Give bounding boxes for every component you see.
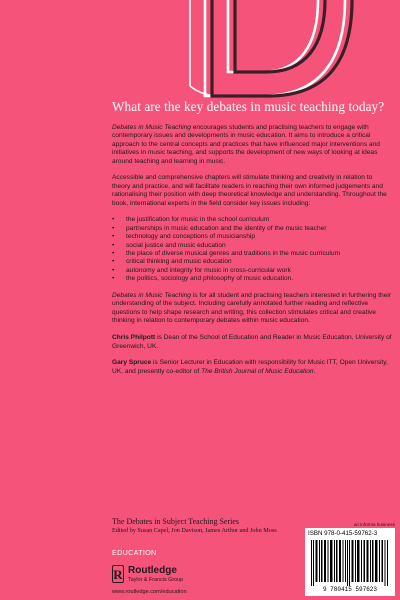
author-spruce-end: .: [313, 367, 316, 375]
author-spruce-name: Gary Spruce: [112, 359, 152, 367]
list-item: • partnerships in music education and the identity of the music teacher: [112, 225, 392, 233]
series-title: The Debates in Subject Teaching Series: [112, 517, 240, 526]
audience-text: is for all student and practising teachers interested in furthering their understanding of the subject. Including carefully annotated further reading and reflective questions to help shape research and writing, this collection stimulates critical and creative thinking in relation to contemporary debates within music education.: [112, 292, 392, 325]
list-item: • the place of diverse musical genres and traditions in the music curriculum: [112, 250, 392, 258]
chapters-paragraph: Accessible and comprehensive chapters will stimulate thinking and creativity in relation to theory and practice, and will facilitate readers in reaching their own informed judgements and rationalising their position with deep theoretical knowledge and understanding. Throughout the book, international experts in the field consider key issues including:: [112, 174, 387, 207]
intro-text: encourages students and practising teachers to engage with contemporary issues and developments in music education. It aims to introduce a critical approach to the central concepts and practices that have influenced major interventions and initiatives in music teaching, and supports the development of new ways of looking at ideas around teaching and learning in music.: [112, 124, 380, 165]
publisher-url: www.routledge.com/education: [112, 589, 187, 595]
isbn-text: ISBN 978-0-415-59762-3: [308, 530, 378, 537]
publisher-group: Taylor & Francis Group: [128, 577, 184, 583]
barcode-number: 9 780415 597623: [322, 586, 377, 593]
list-item: • social justice and music education: [112, 242, 392, 250]
decorative-letter-d: [0, 0, 400, 98]
series-editors: Edited by Susan Capel, Jon Davison, James Arthur and John Moss: [112, 527, 277, 534]
informa-tagline: an informa business: [353, 522, 395, 527]
list-item: • critical thinking and music education: [112, 258, 392, 266]
headline-question: What are the key debates in music teaching today?: [112, 99, 385, 114]
barcode-panel: [305, 528, 395, 596]
barcode-icon: [311, 540, 389, 586]
author-spruce-paragraph: [112, 359, 392, 376]
publisher-name: Routledge: [128, 565, 177, 576]
audience-paragraph: [112, 292, 392, 326]
list-item: • autonomy and integrity for music in cross-curricular work: [112, 267, 392, 275]
journal-title: The British Journal of Music Education: [201, 367, 314, 375]
author-philpott-bio: is Dean of the School of Education and Reader in Music Education, University of Greenwich, UK.: [112, 334, 392, 350]
author-philpott-paragraph: [112, 334, 392, 351]
description-body: [112, 124, 392, 385]
key-issues-list: [112, 216, 392, 283]
list-item: • technology and conceptions of musicianship: [112, 233, 392, 241]
audience-book-title: Debates in Music Teaching: [112, 292, 191, 300]
author-philpott-name: Chris Philpott: [112, 334, 156, 342]
intro-book-title: Debates in Music Teaching: [112, 124, 191, 131]
category-label: EDUCATION: [112, 548, 157, 557]
list-item: • the politics, sociology and philosophy of music education.: [112, 275, 392, 283]
routledge-r-icon: R: [113, 567, 123, 582]
author-spruce-bio: is Senior Lecturer in Education with responsibility for Music ITT, Open University, UK, and presently co-editor of: [112, 359, 388, 375]
list-item: • the justification for music in the school curriculum: [112, 216, 392, 224]
intro-paragraph: [112, 124, 392, 166]
